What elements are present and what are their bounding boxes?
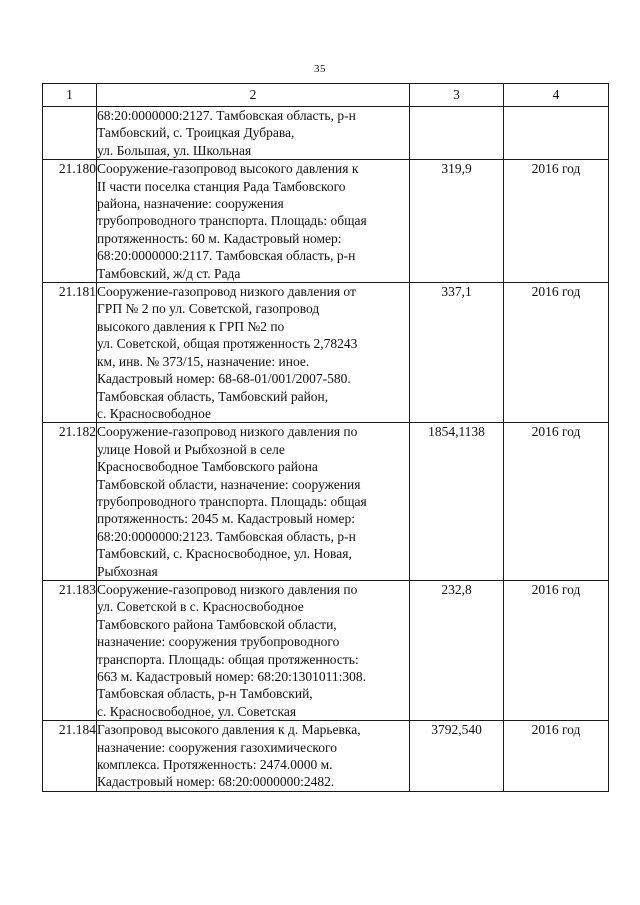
description-line: ул. Советской, общая протяженность 2,78243: [97, 336, 358, 352]
description-line: Кадастровый номер: 68:20:0000000:2482.: [97, 774, 335, 790]
table-row: [43, 283, 609, 423]
column-header-3: 3: [410, 84, 504, 107]
table-row: [43, 107, 609, 160]
object-description: [97, 107, 410, 160]
description-line: комплекса. Протяженность: 2474.0000 м.: [97, 757, 333, 773]
table-row: [43, 721, 609, 792]
description-line: Тамбовской области, назначение: сооружения: [97, 476, 361, 492]
object-value: 232,8: [410, 580, 504, 720]
object-description: [97, 283, 410, 423]
description-line: района, назначение: сооружения: [97, 196, 284, 212]
description-line: трубопроводного транспорта. Площадь: общая: [97, 213, 367, 229]
row-number: 21.184: [43, 721, 97, 792]
object-year: 2016 год: [504, 580, 609, 720]
table-row: [43, 160, 609, 283]
object-value: 319,9: [410, 160, 504, 283]
column-header-1: 1: [43, 84, 97, 107]
object-description: [97, 160, 410, 283]
table-row: [43, 580, 609, 720]
description-line: улице Новой и Рыбхозной в селе: [97, 441, 285, 457]
row-number: 21.181: [43, 283, 97, 423]
page-number: 35: [314, 63, 326, 75]
description-line: с. Красносвободное: [97, 405, 212, 421]
description-line: 68:20:0000000:2123. Тамбовская область, р-н: [97, 528, 356, 544]
column-header-4: 4: [504, 84, 609, 107]
object-value: [410, 107, 504, 160]
description-line: трубопроводного транспорта. Площадь: общая: [97, 493, 367, 509]
object-year: 2016 год: [504, 721, 609, 792]
object-year: 2016 год: [504, 423, 609, 581]
description-line: Сооружение-газопровод низкого давления по: [97, 424, 358, 440]
description-line: Газопровод высокого давления к д. Марьевка,: [97, 722, 361, 738]
description-line: Сооружение-газопровод низкого давления от: [97, 284, 356, 300]
row-number: [43, 107, 97, 160]
description-line: Тамбовская область, р-н Тамбовский,: [97, 686, 313, 702]
description-line: Сооружение-газопровод низкого давления по: [97, 581, 358, 597]
object-description: [97, 580, 410, 720]
row-number: 21.180: [43, 160, 97, 283]
description-line: протяженность: 60 м. Кадастровый номер:: [97, 230, 342, 246]
row-number: 21.183: [43, 580, 97, 720]
object-value: 337,1: [410, 283, 504, 423]
description-line: ул. Большая, ул. Школьная: [97, 142, 252, 158]
object-description: [97, 721, 410, 792]
table-body: [43, 107, 609, 792]
object-value: 3792,540: [410, 721, 504, 792]
description-line: транспорта. Площадь: общая протяженность:: [97, 651, 359, 667]
description-line: с. Красносвободное, ул. Советская: [97, 703, 297, 719]
description-line: 663 м. Кадастровый номер: 68:20:1301011:308.: [97, 669, 366, 684]
description-line: 68:20:0000000:2127. Тамбовская область, р-н: [97, 108, 356, 123]
description-line: ГРП № 2 по ул. Советской, газопровод: [97, 301, 320, 317]
property-registry-table: [42, 83, 609, 792]
description-line: Сооружение-газопровод высокого давления к: [97, 161, 359, 177]
column-header-2: 2: [97, 84, 410, 107]
row-number: 21.182: [43, 423, 97, 581]
object-year: [504, 107, 609, 160]
object-year: 2016 год: [504, 283, 609, 423]
description-line: Тамбовская область, Тамбовский район,: [97, 388, 329, 404]
description-line: назначение: сооружения трубопроводного: [97, 634, 340, 650]
table-header-row: [43, 84, 609, 107]
description-line: назначение: сооружения газохимического: [97, 739, 338, 755]
description-line: Тамбовского района Тамбовской области,: [97, 616, 337, 632]
description-line: Тамбовский, с. Троицкая Дубрава,: [97, 125, 295, 141]
description-line: Кадастровый номер: 68-68-01/001/2007-580.: [97, 371, 351, 387]
object-description: [97, 423, 410, 581]
description-line: II части поселка станция Рада Тамбовского: [97, 178, 346, 194]
table-row: [43, 423, 609, 581]
description-line: 68:20:0000000:2117. Тамбовская область, р-н: [97, 248, 356, 264]
object-value: 1854,1138: [410, 423, 504, 581]
object-year: 2016 год: [504, 160, 609, 283]
description-line: Красносвободное Тамбовского района: [97, 459, 318, 475]
description-line: Тамбовский, с. Красносвободное, ул. Новая,: [97, 546, 352, 562]
description-line: км, инв. № 373/15, назначение: иное.: [97, 353, 310, 369]
description-line: ул. Советской в с. Красносвободное: [97, 599, 304, 615]
description-line: высокого давления к ГРП №2 по: [97, 318, 285, 334]
description-line: протяженность: 2045 м. Кадастровый номер:: [97, 511, 356, 527]
description-line: Тамбовский, ж/д ст. Рада: [97, 265, 241, 281]
description-line: Рыбхозная: [97, 563, 158, 579]
